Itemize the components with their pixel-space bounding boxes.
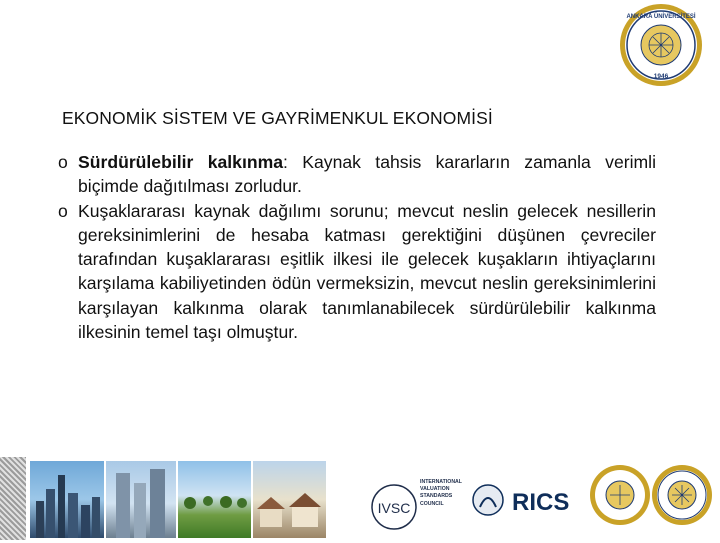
ivsc-line: COUNCIL	[420, 500, 444, 507]
trees-icon	[178, 461, 251, 538]
faculty-seal-logo	[588, 463, 652, 527]
bullet-text: : Kaynak tahsis kararların zamanla verimli biçimde dağıtılması zorludur.	[78, 152, 656, 197]
bullet-item-sustainable-development	[58, 150, 656, 199]
bullet-text: Kuşaklararası kaynak dağılımı sorunu; mevcut neslin gelecek nesillerin gereksinimlerini de hesaba katması gerektiğini düşünen çevreciler tarafından kuşaklararası eşitlik ilkesi ile gelecek kuşakların ihtiyaçlarını karşılama kabiliyetinden ödün vermeksizin, mevcut neslin gereksinimlerini karşılayan kalkınma olarak tanımlanabilecek sürdürülebilir kalkınma ilkesinin temel taşı olmuştur.	[78, 200, 656, 343]
photo-green-field	[178, 461, 251, 538]
slide-title: EKONOMİK SİSTEM VE GAYRİMENKUL EKONOMİSİ	[62, 108, 493, 128]
bullet-term: Sürdürülebilir kalkınma	[78, 152, 284, 172]
university-seal-small-logo	[650, 463, 714, 527]
ivsc-line: INTERNATIONAL	[420, 479, 462, 485]
rics-mark-text: RICS	[512, 489, 570, 516]
bullet-marker: o	[58, 200, 68, 221]
ivsc-line: STANDARDS	[420, 493, 453, 500]
bullet-content	[78, 150, 656, 199]
photo-residential	[253, 461, 326, 538]
houses-icon	[253, 461, 326, 538]
decorative-pattern	[0, 457, 26, 540]
university-seal-logo	[618, 2, 704, 88]
seal-year-text: 1946	[653, 73, 669, 80]
ivsc-line: VALUATION	[420, 486, 450, 493]
towers-icon	[106, 461, 176, 538]
bullet-marker: o	[58, 152, 68, 172]
ivsc-mark-text: IVSC	[377, 500, 411, 516]
rics-logo	[470, 477, 580, 523]
bullet-item-intergenerational	[58, 199, 656, 345]
bullet-content	[78, 199, 656, 345]
skyline-icon	[30, 461, 104, 538]
slide-body	[58, 150, 656, 344]
photo-city-skyline	[30, 461, 104, 538]
photo-office-towers	[106, 461, 176, 538]
seal-name-text: ANKARA ÜNİVERSİTESİ	[626, 14, 696, 20]
